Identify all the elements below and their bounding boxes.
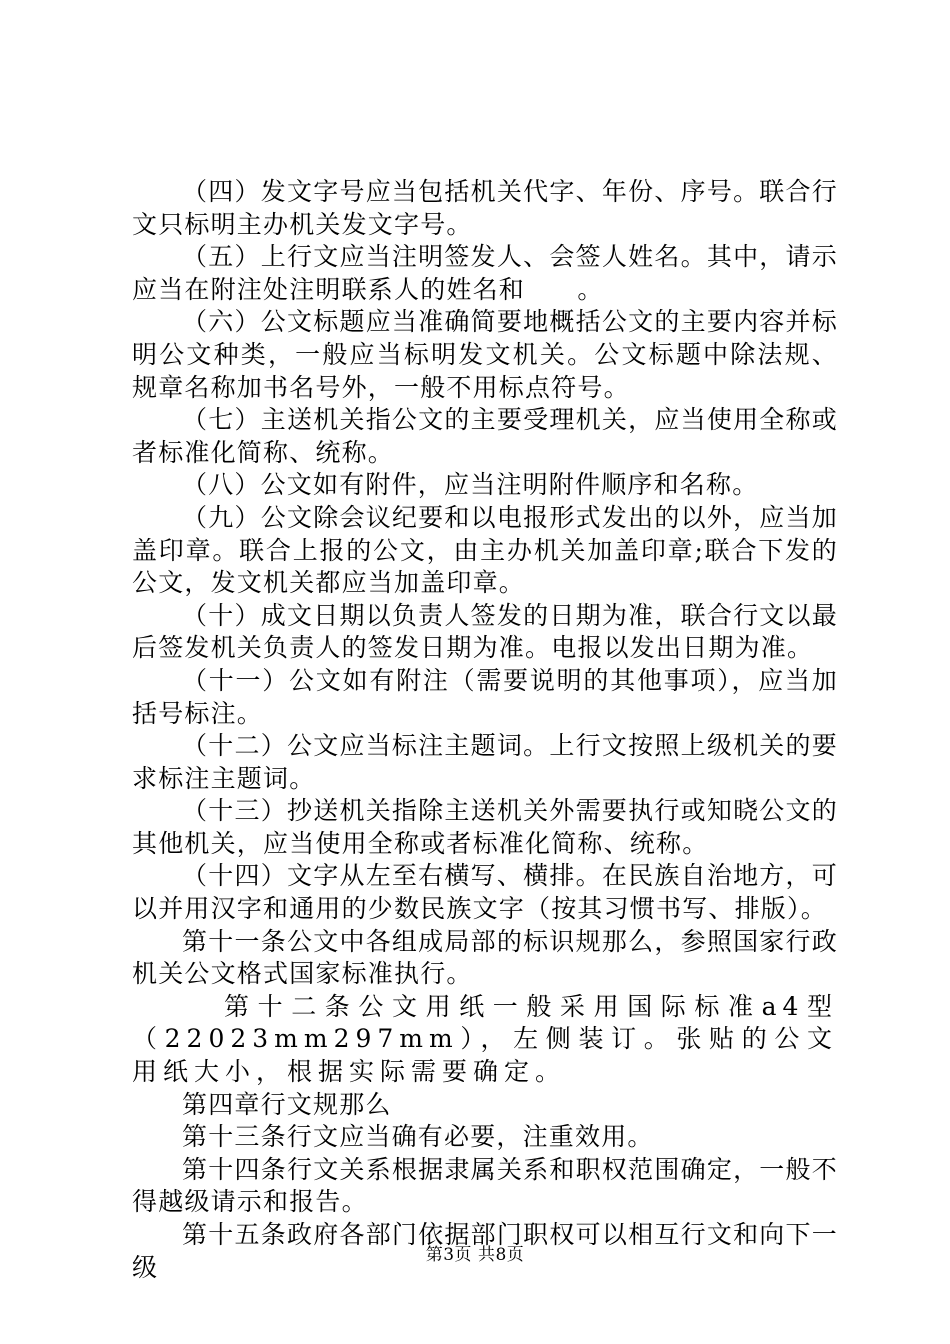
paragraph-5: （五）上行文应当注明签发人、会签人姓名。其中，请示应当在附注处注明联系人的姓名和 。 — [132, 242, 838, 304]
article-13: 第十三条行文应当确有必要，注重效用。 — [182, 1122, 654, 1152]
paragraph-7: （七）主送机关指公文的主要受理机关，应当使用全称或者标准化简称、统称。 — [132, 405, 838, 467]
paragraph-6: （六）公文标题应当准确简要地概括公文的主要内容并标明公文种类，一般应当标明发文机关。公文标题中除法规、规章名称加书名号外，一般不用标点符号。 — [132, 307, 838, 402]
paragraph-8: （八）公文如有附件，应当注明附件顺序和名称。 — [182, 470, 759, 500]
paragraph-12: （十二）公文应当标注主题词。上行文按照上级机关的要求标注主题词。 — [132, 731, 838, 793]
paragraph-10: （十）成文日期以负责人签发的日期为准，联合行文以最后签发机关负责人的签发日期为准。电报以发出日期为准。 — [132, 600, 838, 663]
document-body — [132, 176, 838, 1284]
article-14: 第十四条行文关系根据隶属关系和职权范围确定，一般不得越级请示和报告。 — [132, 1154, 838, 1217]
chapter-4-heading: 第四章行文规那么 — [182, 1089, 392, 1119]
article-11: 第十一条公文中各组成局部的标识规那么，参照国家行政机关公文格式国家标准执行。 — [132, 926, 838, 989]
paragraph-14: （十四）文字从左至右横写、横排。在民族自治地方，可以并用汉字和通用的少数民族文字（按其习惯书写、排版）。 — [132, 861, 838, 924]
article-15: 第十五条政府各部门依据部门职权可以相互行文和向下一级 — [132, 1220, 838, 1282]
article-12: 第十二条公文用纸一般采用国际标准a4型（22023mm297mm），左侧装订。张贴的公文用纸大小，根据实际需要确定。 — [132, 991, 838, 1087]
paragraph-13: （十三）抄送机关指除主送机关外需要执行或知晓公文的其他机关，应当使用全称或者标准化简称、统称。 — [132, 796, 838, 858]
paragraph-9: （九）公文除会议纪要和以电报形式发出的以外，应当加盖印章。联合上报的公文，由主办机关加盖印章;联合下发的公文，发文机关都应当加盖印章。 — [132, 502, 838, 598]
paragraph-4: （四）发文字号应当包括机关代字、年份、序号。联合行文只标明主办机关发文字号。 — [132, 177, 838, 239]
paragraph-11: （十一）公文如有附注（需要说明的其他事项），应当加括号标注。 — [132, 665, 838, 728]
page-number-footer: 第3页 共8页 — [425, 1245, 525, 1265]
